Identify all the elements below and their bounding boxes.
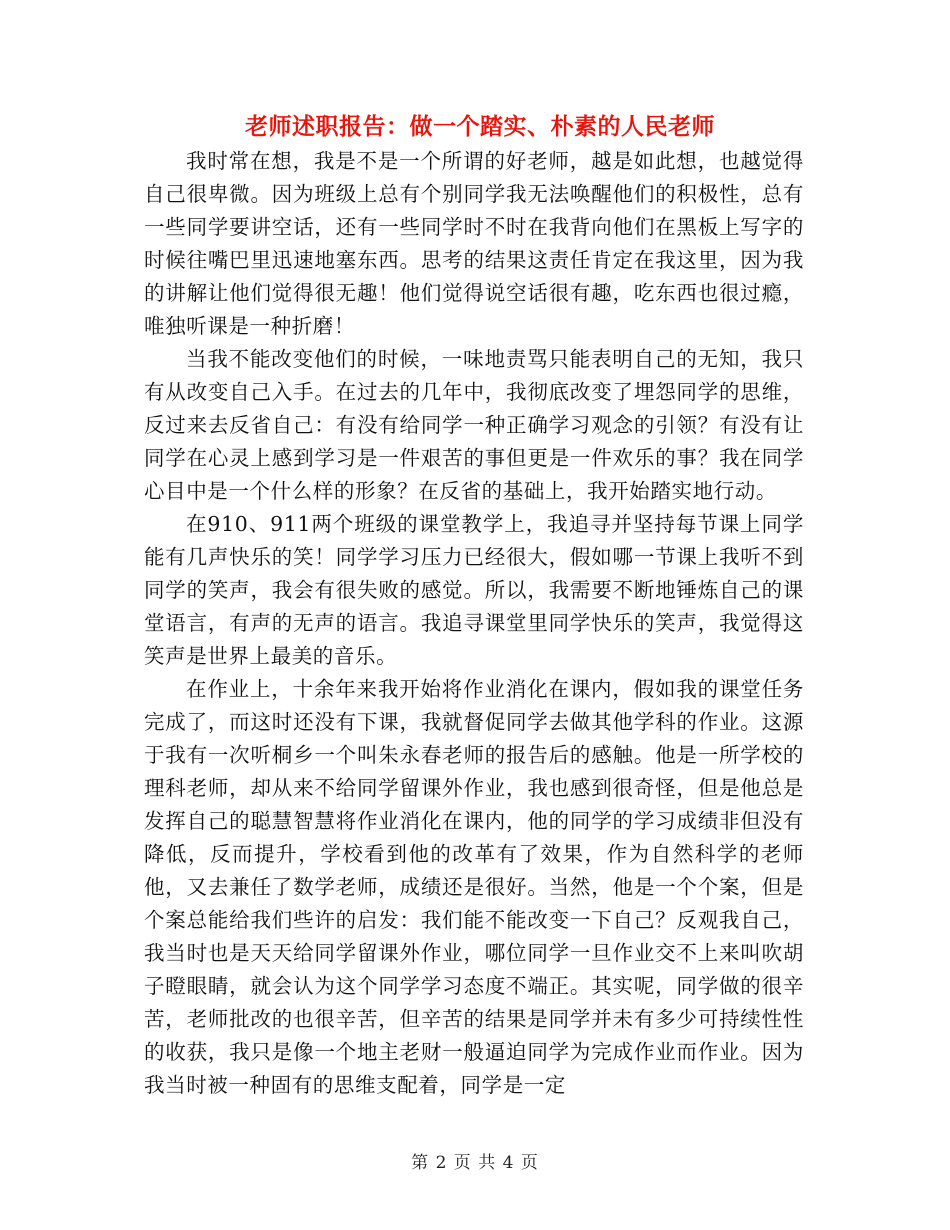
paragraph: 当我不能改变他们的时候，一味地责骂只能表明自己的无知，我只有从改变自己入手。在过去的几年中，我彻底改变了埋怨同学的思维，反过来去反省自己：有没有给同学一种正确学习观念的引领？有没有让同学在心灵上感到学习是一件艰苦的事但更是一件欢乐的事？我在同学心目中是一个什么样的形象？在反省的基础上，我开始踏实地行动。 xyxy=(144,347,804,503)
page-number-footer: 第 2 页 共 4 页 xyxy=(411,1153,539,1173)
document-title: 老师述职报告：做一个踏实、朴素的人民老师 xyxy=(245,113,715,140)
document-body xyxy=(144,145,804,1102)
paragraph: 在作业上，十余年来我开始将作业消化在课内，假如我的课堂任务完成了，而这时还没有下课，我就督促同学去做其他学科的作业。这源于我有一次听桐乡一个叫朱永春老师的报告后的感触。他是一所学校的理科老师，却从来不给同学留课外作业，我也感到很奇怪，但是他总是发挥自己的聪慧智慧将作业消化在课内，他的同学的学习成绩非但没有降低，反而提升，学校看到他的改革有了效果，作为自然科学的老师他，又去兼任了数学老师，成绩还是很好。当然，他是一个个案，但是个案总能给我们些许的启发：我们能不能改变一下自己？反观我自己，我当时也是天天给同学留课外作业，哪位同学一旦作业交不上来叫吹胡子瞪眼睛，就会认为这个同学学习态度不端正。其实呢，同学做的很辛苦，老师批改的也很辛苦，但辛苦的结果是同学并未有多少可持续性性的收获，我只是像一个地主老财一般逼迫同学为完成作业而作业。因为我当时被一种固有的思维支配着，同学是一定 xyxy=(144,677,804,1097)
paragraph: 在910、911两个班级的课堂教学上，我追寻并坚持每节课上同学能有几声快乐的笑！同学学习压力已经很大，假如哪一节课上我听不到同学的笑声，我会有很失败的感觉。所以，我需要不断地锤炼自己的课堂语言，有声的无声的语言。我追寻课堂里同学快乐的笑声，我觉得这笑声是世界上最美的音乐。 xyxy=(144,512,804,668)
paragraph: 我时常在想，我是不是一个所谓的好老师，越是如此想，也越觉得自己很卑微。因为班级上总有个别同学我无法唤醒他们的积极性，总有一些同学要讲空话，还有一些同学时不时在我背向他们在黑板上写字的时候往嘴巴里迅速地塞东西。思考的结果这责任肯定在我这里，因为我的讲解让他们觉得很无趣！他们觉得说空话很有趣，吃东西也很过瘾，唯独听课是一种折磨！ xyxy=(144,149,804,338)
